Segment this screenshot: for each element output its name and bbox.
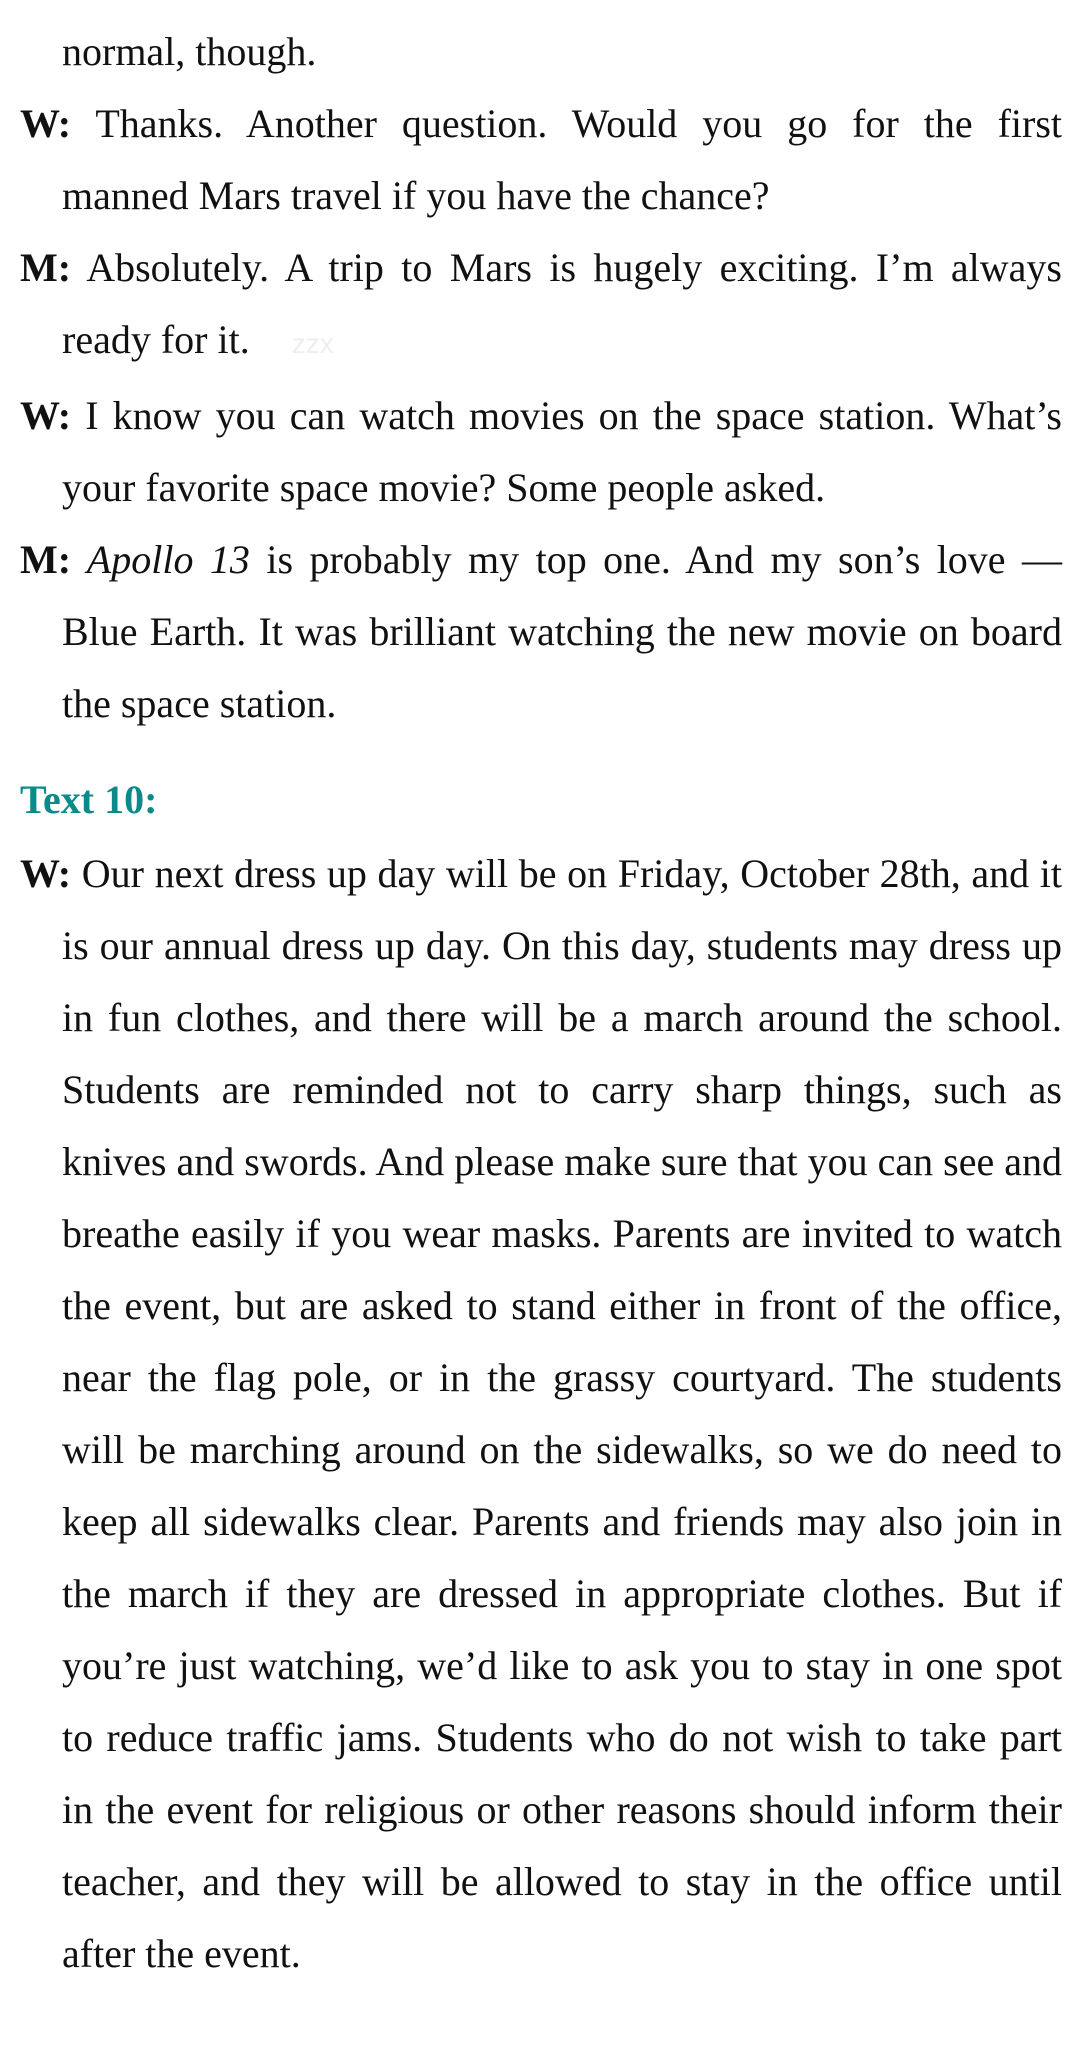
dialogue-line-4	[20, 524, 1062, 740]
speaker-label: W:	[20, 393, 72, 438]
previous-line-continuation: normal, though.	[62, 29, 317, 74]
dialogue-text: Thanks. Another question. Would you go for the first manned Mars travel if you have the chance?	[62, 101, 1062, 218]
watermark: zzx	[291, 328, 334, 359]
dialogue-text: Absolutely. A trip to Mars is hugely exciting. I’m always ready for it.	[62, 245, 1062, 362]
dialogue-text: I know you can watch movies on the space station. What’s your favorite space movie? Some people asked.	[62, 393, 1062, 510]
dialogue-line-2	[20, 232, 1062, 380]
speaker-label: M:	[20, 537, 72, 582]
speaker-label: W:	[20, 851, 72, 896]
section-paragraph	[20, 838, 1062, 1990]
speaker-label: W:	[20, 101, 72, 146]
paragraph-text: Our next dress up day will be on Friday, October 28th, and it is our annual dress up day. On this day, students may dress up in fun clothes, and there will be a march around the school. Students are reminded not to carry sharp things, such as knives and swords. And please make sure that you can see and breathe easily if you wear masks. Parents are invited to watch the event, but are asked to stand either in front of the office, near the flag pole, or in the grassy courtyard. The students will be marching around on the sidewalks, so we do need to keep all sidewalks clear. Parents and friends may also join in the march if they are dressed in appropriate clothes. But if you’re just watching, we’d like to ask you to stay in one spot to reduce traffic jams. Students who do not wish to take part in the event for religious or other reasons should inform their teacher, and they will be allowed to stay in the office until after the event.	[62, 851, 1062, 1976]
movie-title: Apollo 13	[71, 537, 250, 582]
section-heading: Text 10:	[20, 777, 158, 822]
dialogue-line-1	[20, 88, 1062, 232]
speaker-label: M:	[20, 245, 72, 290]
dialogue-line-3	[20, 380, 1062, 524]
dialogue-text: is probably my top one. And my son’s love — Blue Earth. It was brilliant watching the new movie on board the space station.	[62, 537, 1062, 726]
